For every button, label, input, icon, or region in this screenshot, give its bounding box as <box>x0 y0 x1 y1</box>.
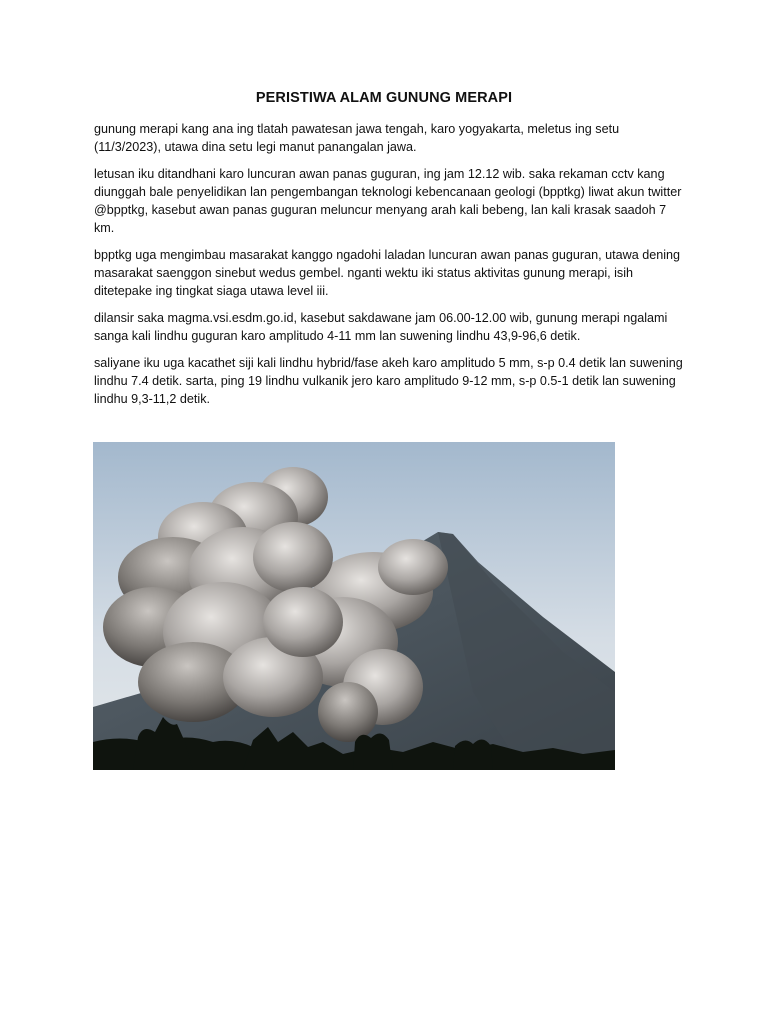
merapi-eruption-photo <box>93 442 615 770</box>
paragraph: letusan iku ditandhani karo luncuran awan panas guguran, ing jam 12.12 wib. saka rekaman cctv kang diunggah bale penyelidikan lan pengembangan teknologi kebencanaan geologi (bpptkg) liwat akun twitter @bpptkg, kasebut awan panas guguran meluncur menyang arah kali bebeng, lan kali krasak saadoh 7 km. <box>94 167 682 235</box>
article-body <box>94 120 684 417</box>
eruption-illustration <box>93 442 615 770</box>
page-title: PERISTIWA ALAM GUNUNG MERAPI <box>255 90 513 106</box>
paragraph: bpptkg uga mengimbau masarakat kanggo ngadohi laladan luncuran awan panas guguran, utawa dening masarakat saenggon sinebut wedus gembel. nganti wektu iki status aktivitas gunung merapi, isih ditetepake ing tingkat siaga utawa level iii. <box>94 248 681 298</box>
paragraph: dilansir saka magma.vsi.esdm.go.id, kasebut sakdawane jam 06.00-12.00 wib, gunung merapi ngalami sanga kali lindhu guguran karo amplitudo 4-11 mm lan suwening lindhu 43,9-96,6 detik. <box>94 311 668 343</box>
paragraph: gunung merapi kang ana ing tlatah pawatesan jawa tengah, karo yogyakarta, meletus ing setu (11/3/2023), utawa dina setu legi manut panangalan jawa. <box>94 122 620 154</box>
paragraph: saliyane iku uga kacathet siji kali lindhu hybrid/fase akeh karo amplitudo 5 mm, s-p 0.4 detik lan suwening lindhu 7.4 detik. sarta, ping 19 lindhu vulkanik jero karo amplitudo 9-12 mm, s-p 0.5-1 detik lan suwening lindhu 9,3-11,2 detik. <box>94 356 683 406</box>
